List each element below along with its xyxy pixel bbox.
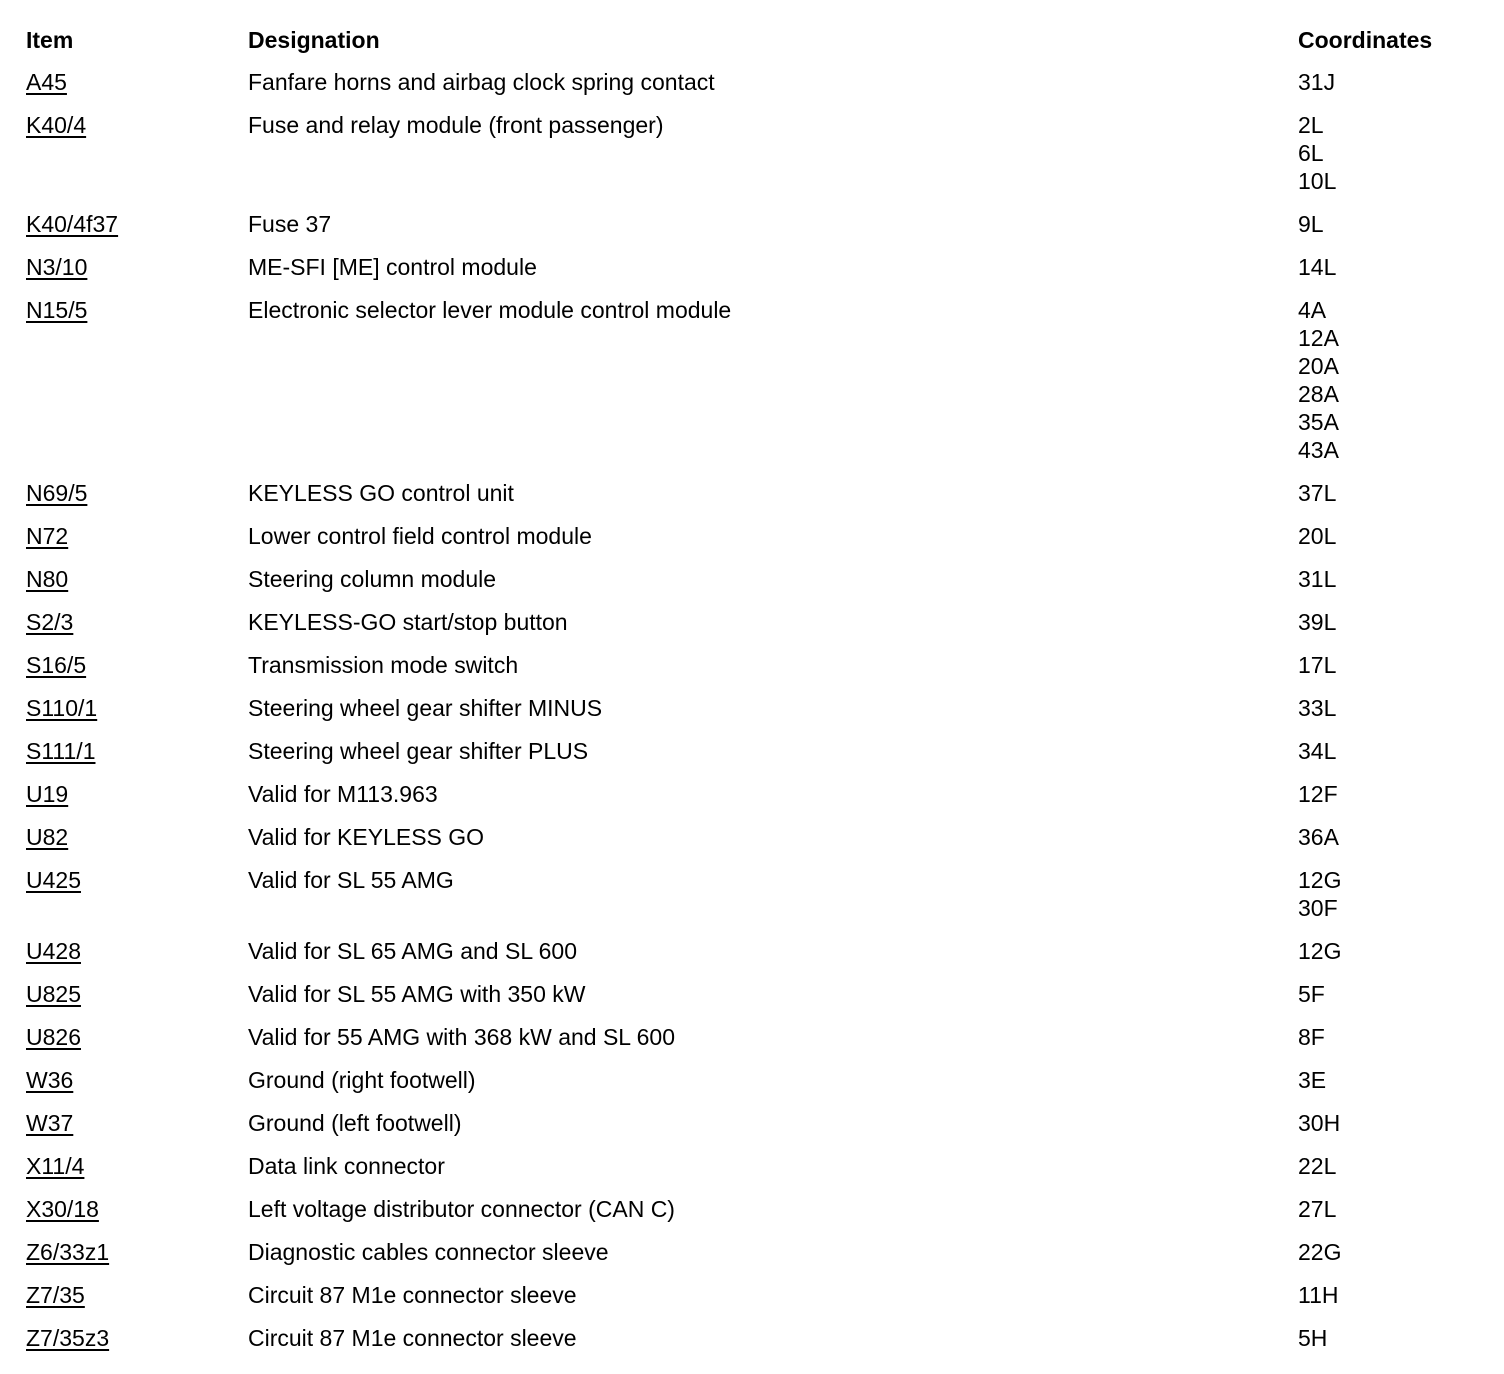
item-link[interactable]: W36 bbox=[26, 1067, 74, 1093]
table-row bbox=[0, 1281, 1504, 1324]
item-cell bbox=[0, 980, 248, 1008]
coordinates-cell bbox=[1298, 1195, 1498, 1223]
designation-cell: Ground (right footwell) bbox=[248, 1067, 476, 1093]
designation-cell: Circuit 87 M1e connector sleeve bbox=[248, 1282, 577, 1308]
designation-cell: Valid for SL 65 AMG and SL 600 bbox=[248, 938, 578, 964]
coordinates-cell bbox=[1298, 1238, 1498, 1266]
item-link[interactable]: N80 bbox=[26, 566, 69, 592]
item-cell bbox=[0, 937, 248, 965]
coordinate-value: 22L bbox=[1298, 1153, 1337, 1179]
coordinates-cell bbox=[1298, 980, 1498, 1008]
table-row bbox=[0, 694, 1504, 737]
coordinate-value: 17L bbox=[1298, 652, 1337, 678]
coordinate-value: 20L bbox=[1298, 523, 1337, 549]
item-cell bbox=[0, 1023, 248, 1051]
coordinate-value: 37L bbox=[1298, 480, 1337, 506]
table-row bbox=[0, 980, 1504, 1023]
coordinates-cell bbox=[1298, 694, 1498, 722]
table-row bbox=[0, 68, 1504, 111]
item-link[interactable]: K40/4 bbox=[26, 112, 87, 138]
coordinates-cell bbox=[1298, 780, 1498, 808]
coordinates-cell bbox=[1298, 111, 1498, 195]
item-link[interactable]: N3/10 bbox=[26, 254, 88, 280]
table-row bbox=[0, 608, 1504, 651]
designation-cell: Lower control field control module bbox=[248, 523, 592, 549]
coordinate-value: 31L bbox=[1298, 566, 1337, 592]
coordinate-value: 3E bbox=[1298, 1067, 1327, 1093]
table-row bbox=[0, 651, 1504, 694]
coordinate-value: 2L bbox=[1298, 112, 1324, 138]
item-link[interactable]: K40/4f37 bbox=[26, 211, 119, 237]
coordinate-value: 28A bbox=[1298, 381, 1339, 407]
item-cell bbox=[0, 210, 248, 238]
designation-cell: Valid for SL 55 AMG with 350 kW bbox=[248, 981, 586, 1007]
coordinates-cell bbox=[1298, 1066, 1498, 1094]
table-row bbox=[0, 111, 1504, 210]
coordinate-value: 5H bbox=[1298, 1325, 1328, 1351]
designation-cell: Valid for M113.963 bbox=[248, 781, 438, 807]
coordinates-cell bbox=[1298, 937, 1498, 965]
designation-cell: Diagnostic cables connector sleeve bbox=[248, 1239, 609, 1265]
item-link[interactable]: U425 bbox=[26, 867, 81, 893]
coordinates-cell bbox=[1298, 1324, 1498, 1352]
table-row bbox=[0, 1066, 1504, 1109]
item-link[interactable]: U826 bbox=[26, 1024, 81, 1050]
designation-cell: Steering wheel gear shifter MINUS bbox=[248, 695, 603, 721]
table-row bbox=[0, 479, 1504, 522]
designation-cell: Electronic selector lever module control module bbox=[248, 297, 732, 323]
item-cell bbox=[0, 1281, 248, 1309]
coordinate-value: 22G bbox=[1298, 1239, 1342, 1265]
table-row bbox=[0, 210, 1504, 253]
item-cell bbox=[0, 1324, 248, 1352]
item-cell bbox=[0, 111, 248, 139]
table-row bbox=[0, 823, 1504, 866]
item-link[interactable]: N72 bbox=[26, 523, 69, 549]
item-link[interactable]: S16/5 bbox=[26, 652, 87, 678]
designation-cell: Left voltage distributor connector (CAN C) bbox=[248, 1196, 675, 1222]
item-cell bbox=[0, 522, 248, 550]
designation-cell: Data link connector bbox=[248, 1153, 445, 1179]
coordinates-cell bbox=[1298, 253, 1498, 281]
designation-cell: Valid for KEYLESS GO bbox=[248, 824, 485, 850]
table-row bbox=[0, 565, 1504, 608]
coordinate-value: 36A bbox=[1298, 824, 1339, 850]
coordinate-value: 14L bbox=[1298, 254, 1337, 280]
coordinates-cell bbox=[1298, 1109, 1498, 1137]
coordinate-value: 6L bbox=[1298, 140, 1324, 166]
item-cell bbox=[0, 1109, 248, 1137]
coordinate-value: 5F bbox=[1298, 981, 1325, 1007]
item-link[interactable]: U82 bbox=[26, 824, 69, 850]
table-row bbox=[0, 1152, 1504, 1195]
coordinate-value: 12A bbox=[1298, 325, 1339, 351]
table-body bbox=[0, 68, 1504, 1367]
item-cell bbox=[0, 1195, 248, 1223]
designation-cell: Fanfare horns and airbag clock spring contact bbox=[248, 69, 715, 95]
item-cell bbox=[0, 823, 248, 851]
item-cell bbox=[0, 651, 248, 679]
item-link[interactable]: A45 bbox=[26, 69, 67, 95]
table-row bbox=[0, 780, 1504, 823]
coordinates-cell bbox=[1298, 651, 1498, 679]
item-link[interactable]: S111/1 bbox=[26, 738, 96, 764]
coordinates-cell bbox=[1298, 296, 1498, 464]
coordinates-cell bbox=[1298, 522, 1498, 550]
table-row bbox=[0, 253, 1504, 296]
table-row bbox=[0, 866, 1504, 937]
coordinates-cell bbox=[1298, 823, 1498, 851]
table-row bbox=[0, 1195, 1504, 1238]
item-link[interactable]: X30/18 bbox=[26, 1196, 99, 1222]
coordinates-cell bbox=[1298, 1152, 1498, 1180]
item-cell bbox=[0, 1238, 248, 1266]
item-link[interactable]: U19 bbox=[26, 781, 69, 807]
designation-cell: Steering wheel gear shifter PLUS bbox=[248, 738, 589, 764]
item-cell bbox=[0, 1152, 248, 1180]
item-link[interactable]: U825 bbox=[26, 981, 81, 1007]
table-row bbox=[0, 296, 1504, 479]
header-item: Item bbox=[26, 27, 74, 53]
table-row bbox=[0, 522, 1504, 565]
coordinates-cell bbox=[1298, 608, 1498, 636]
coordinate-value: 39L bbox=[1298, 609, 1337, 635]
item-cell bbox=[0, 479, 248, 507]
table-row bbox=[0, 1324, 1504, 1367]
coordinate-value: 8F bbox=[1298, 1024, 1325, 1050]
coordinate-value: 31J bbox=[1298, 69, 1336, 95]
designation-cell: Valid for SL 55 AMG bbox=[248, 867, 454, 893]
item-cell bbox=[0, 565, 248, 593]
coordinate-value: 9L bbox=[1298, 211, 1324, 237]
coordinate-value: 12G bbox=[1298, 867, 1342, 893]
coordinate-value: 27L bbox=[1298, 1196, 1337, 1222]
coordinates-cell bbox=[1298, 565, 1498, 593]
header-coordinates: Coordinates bbox=[1298, 27, 1433, 53]
coordinate-value: 12G bbox=[1298, 938, 1342, 964]
designation-cell: KEYLESS-GO start/stop button bbox=[248, 609, 568, 635]
table-row bbox=[0, 1238, 1504, 1281]
coordinates-cell bbox=[1298, 479, 1498, 507]
item-link[interactable]: U428 bbox=[26, 938, 81, 964]
item-cell bbox=[0, 296, 248, 324]
designation-cell: Valid for 55 AMG with 368 kW and SL 600 bbox=[248, 1024, 676, 1050]
designation-cell: Ground (left footwell) bbox=[248, 1110, 462, 1136]
item-link[interactable]: Z7/35 bbox=[26, 1282, 85, 1308]
coordinates-cell bbox=[1298, 866, 1498, 922]
coordinates-cell bbox=[1298, 210, 1498, 238]
table-row bbox=[0, 937, 1504, 980]
item-cell bbox=[0, 737, 248, 765]
item-cell bbox=[0, 253, 248, 281]
coordinate-value: 35A bbox=[1298, 409, 1339, 435]
coordinate-value: 43A bbox=[1298, 437, 1339, 463]
coordinate-value: 34L bbox=[1298, 738, 1337, 764]
designation-cell: Circuit 87 M1e connector sleeve bbox=[248, 1325, 577, 1351]
designation-cell: KEYLESS GO control unit bbox=[248, 480, 514, 506]
item-cell bbox=[0, 780, 248, 808]
coordinates-cell bbox=[1298, 1281, 1498, 1309]
designation-cell: ME-SFI [ME] control module bbox=[248, 254, 537, 280]
coordinates-cell bbox=[1298, 68, 1498, 96]
header-designation: Designation bbox=[248, 27, 380, 53]
coordinates-cell bbox=[1298, 737, 1498, 765]
coordinate-value: 4A bbox=[1298, 297, 1327, 323]
coordinate-value: 30F bbox=[1298, 895, 1338, 921]
table-row bbox=[0, 1109, 1504, 1152]
coordinate-value: 33L bbox=[1298, 695, 1337, 721]
item-link[interactable]: Z6/33z1 bbox=[26, 1239, 110, 1265]
coordinate-value: 12F bbox=[1298, 781, 1338, 807]
coordinate-value: 10L bbox=[1298, 168, 1337, 194]
designation-cell: Transmission mode switch bbox=[248, 652, 519, 678]
coordinate-value: 20A bbox=[1298, 353, 1339, 379]
item-cell bbox=[0, 694, 248, 722]
coordinate-value: 11H bbox=[1298, 1282, 1339, 1308]
item-cell bbox=[0, 866, 248, 894]
item-cell bbox=[0, 608, 248, 636]
item-link[interactable]: N15/5 bbox=[26, 297, 88, 323]
item-cell bbox=[0, 68, 248, 96]
designation-cell: Fuse 37 bbox=[248, 211, 332, 237]
item-cell bbox=[0, 1066, 248, 1094]
table-row bbox=[0, 1023, 1504, 1066]
item-link[interactable]: Z7/35z3 bbox=[26, 1325, 110, 1351]
item-link[interactable]: S2/3 bbox=[26, 609, 74, 635]
item-link[interactable]: S110/1 bbox=[26, 695, 98, 721]
designation-cell: Fuse and relay module (front passenger) bbox=[248, 112, 664, 138]
item-link[interactable]: X11/4 bbox=[26, 1153, 85, 1179]
designation-cell: Steering column module bbox=[248, 566, 497, 592]
coordinate-value: 30H bbox=[1298, 1110, 1341, 1136]
item-link[interactable]: N69/5 bbox=[26, 480, 88, 506]
item-link[interactable]: W37 bbox=[26, 1110, 74, 1136]
coordinates-cell bbox=[1298, 1023, 1498, 1051]
table-header bbox=[0, 26, 1504, 54]
table-row bbox=[0, 737, 1504, 780]
